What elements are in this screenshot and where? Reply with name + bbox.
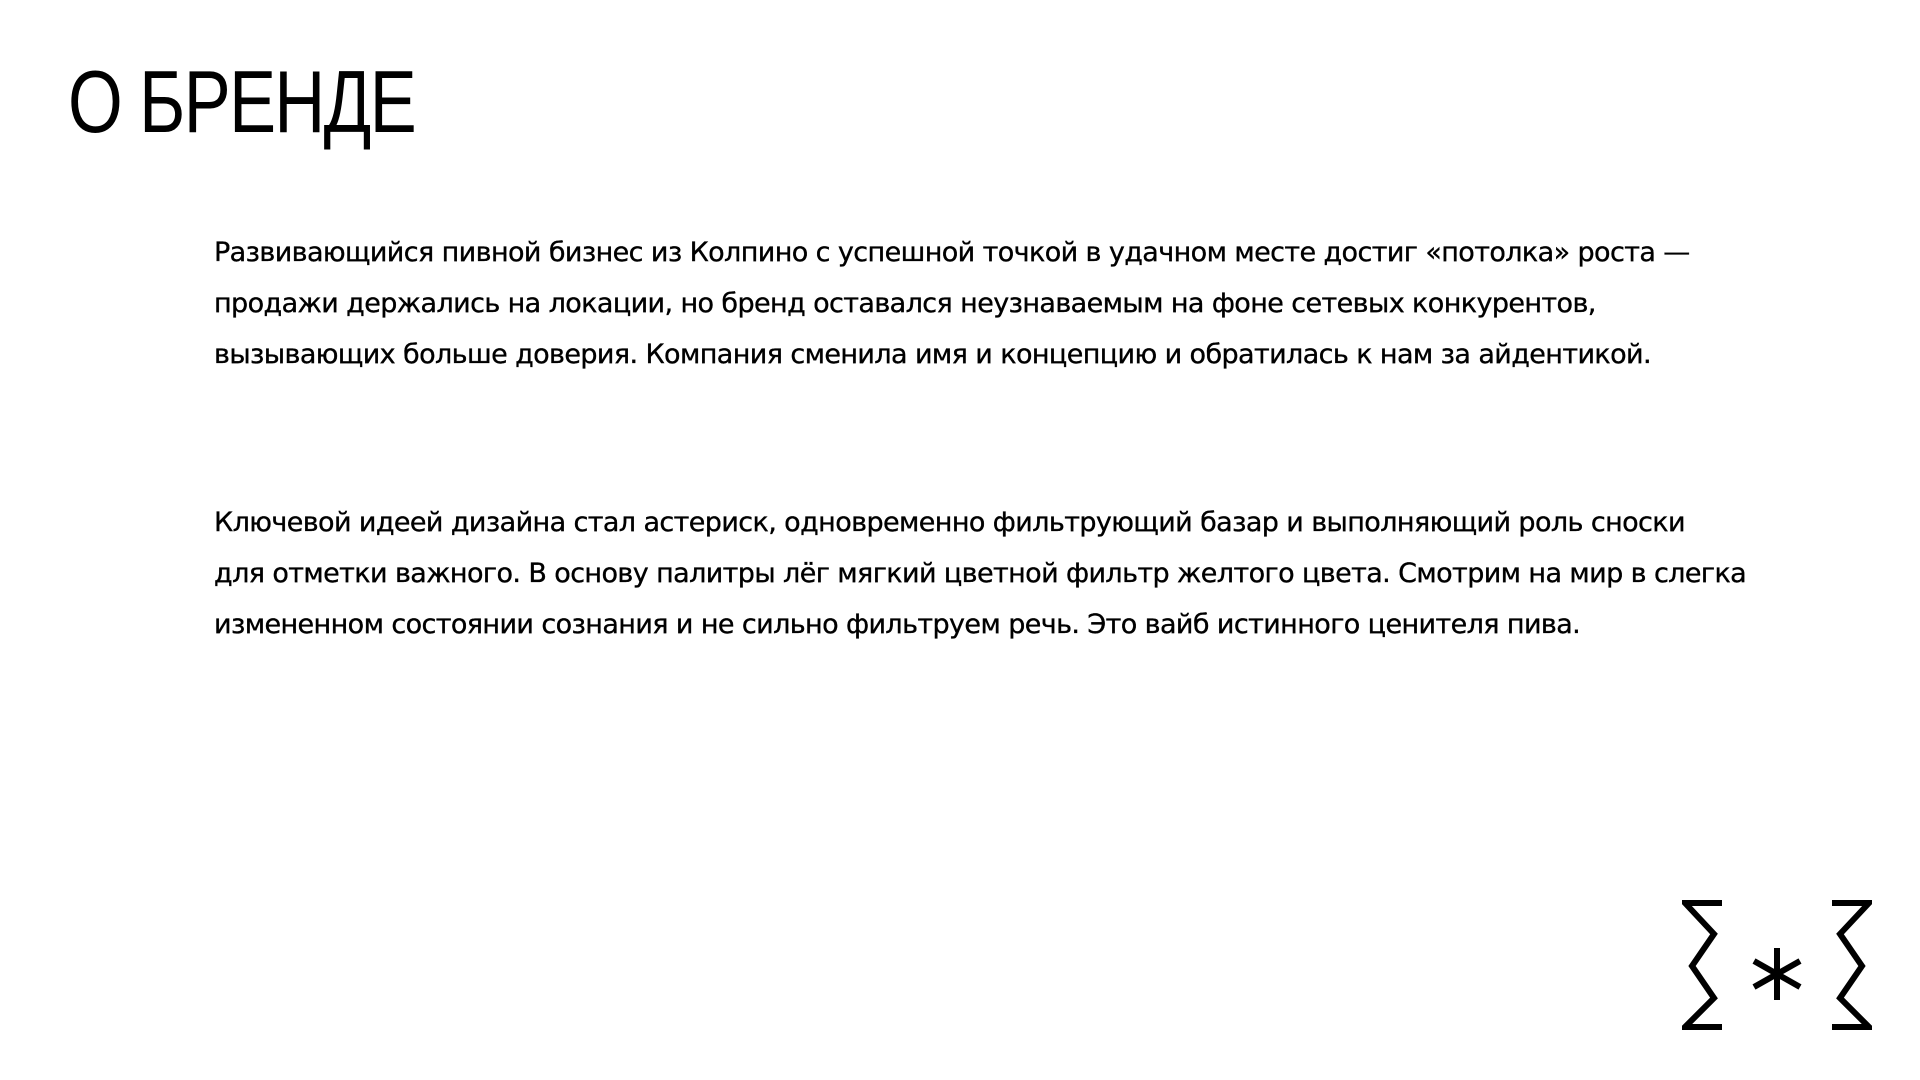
about-paragraph-2: [214, 497, 1747, 650]
brand-logo-icon: [1682, 900, 1872, 1030]
paragraph-line: измененном состоянии сознания и не сильно фильтруем речь. Это вайб истинного ценителя пива.: [214, 609, 1581, 640]
paragraph-line: Развивающийся пивной бизнес из Колпино с успешной точкой в удачном месте достиг «потолка» роста —: [214, 237, 1690, 268]
left-zigzag-icon: [1685, 903, 1722, 1027]
paragraph-line: Ключевой идеей дизайна стал астериск, одновременно фильтрующий базар и выполняющий роль сноски: [214, 507, 1685, 538]
right-zigzag-icon: [1832, 903, 1869, 1027]
about-paragraph-1: [214, 227, 1734, 380]
paragraph-line: продажи держались на локации, но бренд оставался неузнаваемым на фоне сетевых конкурентов,: [214, 288, 1596, 319]
page-title: О БРЕНДЕ: [68, 52, 416, 151]
asterisk-icon: [1754, 948, 1800, 1000]
paragraph-line: для отметки важного. В основу палитры лёг мягкий цветной фильтр желтого цвета. Смотрим на мир в слегка: [214, 558, 1747, 589]
paragraph-line: вызывающих больше доверия. Компания сменила имя и концепцию и обратилась к нам за айдентикой.: [214, 339, 1651, 370]
